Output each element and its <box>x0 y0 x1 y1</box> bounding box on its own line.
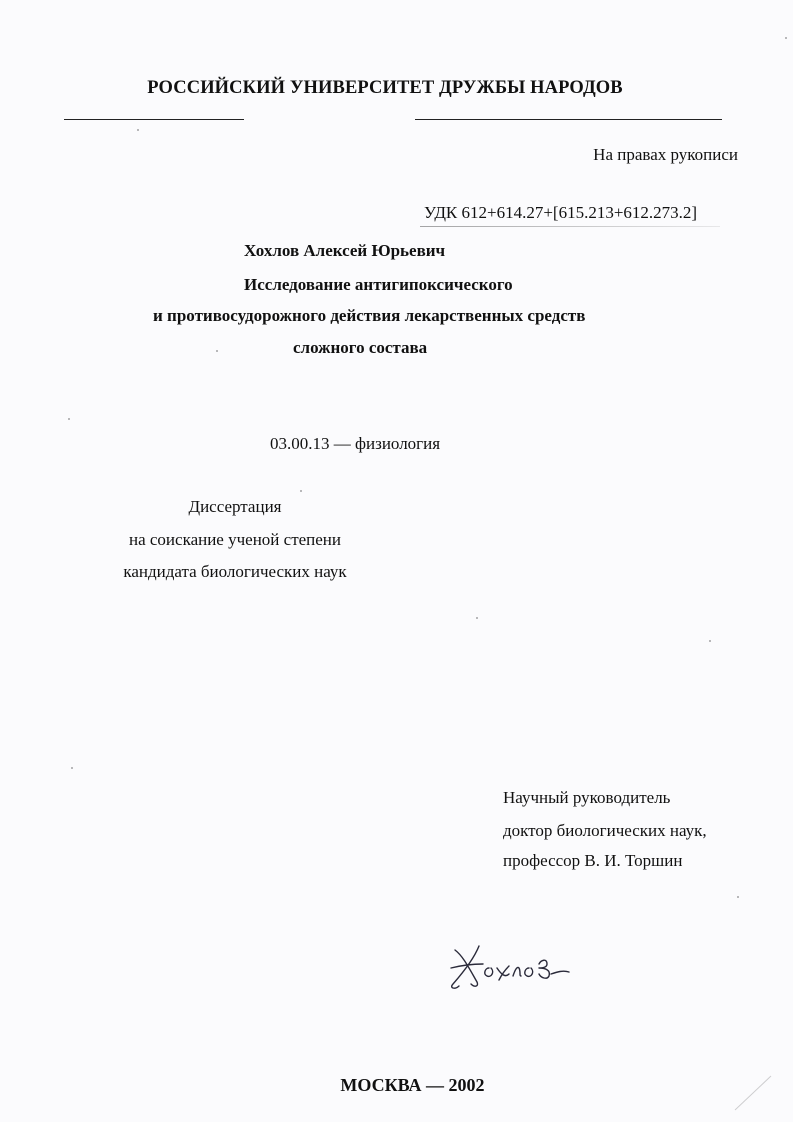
scan-speck <box>137 129 139 131</box>
supervisor-line: Научный руководитель <box>503 788 671 807</box>
degree-line: на соискание ученой степени <box>128 530 342 549</box>
supervisor-line: доктор биологических наук, <box>503 821 707 840</box>
city-year: МОСКВА — 2002 <box>340 1075 485 1095</box>
scan-speck <box>476 617 478 619</box>
thesis-title-line: сложного состава <box>293 338 428 357</box>
degree-line: Диссертация <box>188 497 282 516</box>
scan-speck <box>68 418 70 420</box>
scan-speck <box>216 350 218 352</box>
udk-code: УДК 612+614.27+[615.213+612.273.2] <box>424 203 698 222</box>
scan-speck <box>785 37 787 39</box>
header-rule-right <box>415 119 722 120</box>
handwritten-signature <box>445 938 585 994</box>
scan-speck <box>300 490 302 492</box>
scan-speck <box>71 767 73 769</box>
udk-scan-artifact <box>420 226 720 227</box>
rights-notice: На правах рукописи <box>593 145 738 164</box>
thesis-title-line: и противосудорожного действия лекарственных средств <box>153 306 586 325</box>
supervisor-line: профессор В. И. Торшин <box>503 851 683 870</box>
header-rule-left <box>64 119 244 120</box>
degree-line: кандидата биологических наук <box>123 562 347 581</box>
scan-speck <box>709 640 711 642</box>
specialty-code: 03.00.13 — физиология <box>270 434 441 453</box>
thesis-title-line: Исследование антигипоксического <box>244 275 513 294</box>
scan-speck <box>737 896 739 898</box>
author-name: Хохлов Алексей Юрьевич <box>244 241 446 260</box>
university-heading: РОССИЙСКИЙ УНИВЕРСИТЕТ ДРУЖБЫ НАРОДОВ <box>147 78 623 98</box>
scan-corner-artifact <box>733 1072 773 1112</box>
